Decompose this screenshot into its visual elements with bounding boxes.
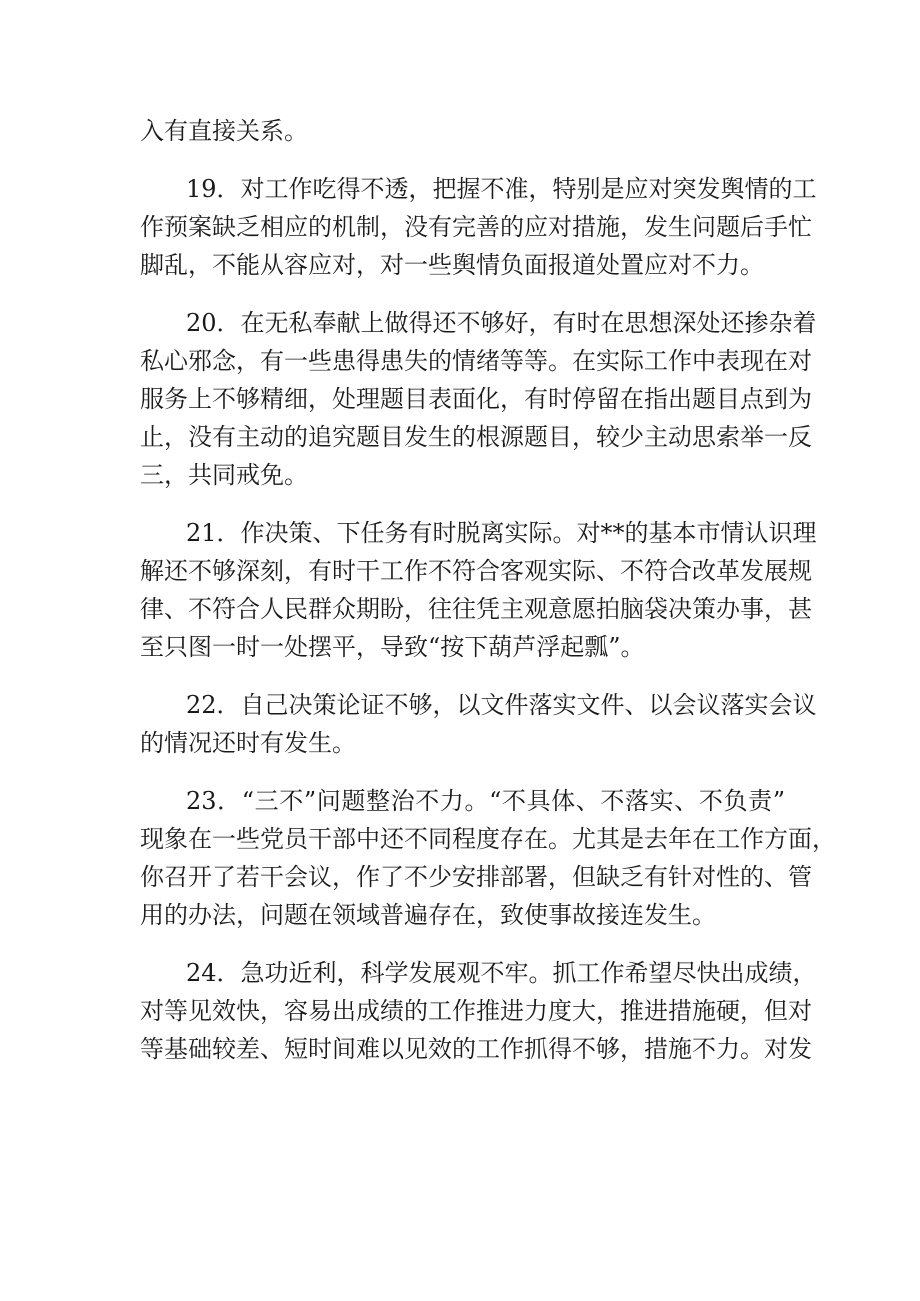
text-line: 用的办法，问题在领域普遍存在，致使事故接连发生。	[140, 901, 716, 929]
text-line: 你召开了若干会议，作了不少安排部署，但缺乏有针对性的、管	[140, 863, 812, 891]
text-line: 律、不符合人民群众期盼，往往凭主观意愿拍脑袋决策办事，甚	[140, 595, 812, 623]
paragraph-item-19	[140, 170, 817, 284]
text-line: 22．自己决策论证不够，以文件落实文件、以会议落实会议	[186, 691, 817, 719]
text-line: 等基础较差、短时间难以见效的工作抓得不够，措施不力。对发	[140, 1035, 812, 1063]
text-line: 服务上不够精细，处理题目表面化，有时停留在指出题目点到为	[140, 385, 812, 413]
document-body	[140, 112, 836, 1088]
paragraph-item-23	[140, 782, 836, 934]
text-line: 三，共同戒免。	[140, 461, 308, 489]
paragraph-item-22	[140, 686, 817, 762]
text-line: 20．在无私奉献上做得还不够好，有时在思想深处还掺杂着	[186, 309, 817, 337]
paragraph-item-21	[140, 514, 817, 666]
text-line: 至只图一时一处摆平，导致“按下葫芦浮起瓢”。	[140, 633, 645, 661]
text-line: 对等见效快，容易出成绩的工作推进力度大，推进措施硬，但对	[140, 997, 812, 1025]
text-line: 19．对工作吃得不透，把握不准，特别是应对突发舆情的工	[186, 175, 817, 203]
paragraph-item-24	[140, 954, 817, 1068]
text-line: 止，没有主动的追究题目发生的根源题目，较少主动思索举一反	[140, 423, 812, 451]
text-line: 脚乱，不能从容应对，对一些舆情负面报道处置应对不力。	[140, 251, 764, 279]
text-line: 作预案缺乏相应的机制，没有完善的应对措施，发生问题后手忙	[140, 213, 812, 241]
text-line: 解还不够深刻，有时干工作不符合客观实际、不符合改革发展规	[140, 557, 812, 585]
text-line: 私心邪念，有一些患得患失的情绪等等。在实际工作中表现在对	[140, 347, 812, 375]
paragraph-item-20	[140, 304, 817, 494]
text-line: 24．急功近利，科学发展观不牢。抓工作希望尽快出成绩，	[186, 959, 817, 987]
paragraph-continuation	[140, 112, 785, 150]
text-line: 23．“三不”问题整治不力。“不具体、不落实、不负责”	[186, 787, 785, 815]
text-line: 入有直接关系。	[140, 117, 308, 145]
text-line: 的情况还时有发生。	[140, 729, 356, 757]
text-line: 21．作决策、下任务有时脱离实际。对**的基本市情认识理	[186, 519, 817, 547]
text-line: 现象在一些党员干部中还不同程度存在。尤其是去年在工作方面，	[140, 825, 836, 853]
